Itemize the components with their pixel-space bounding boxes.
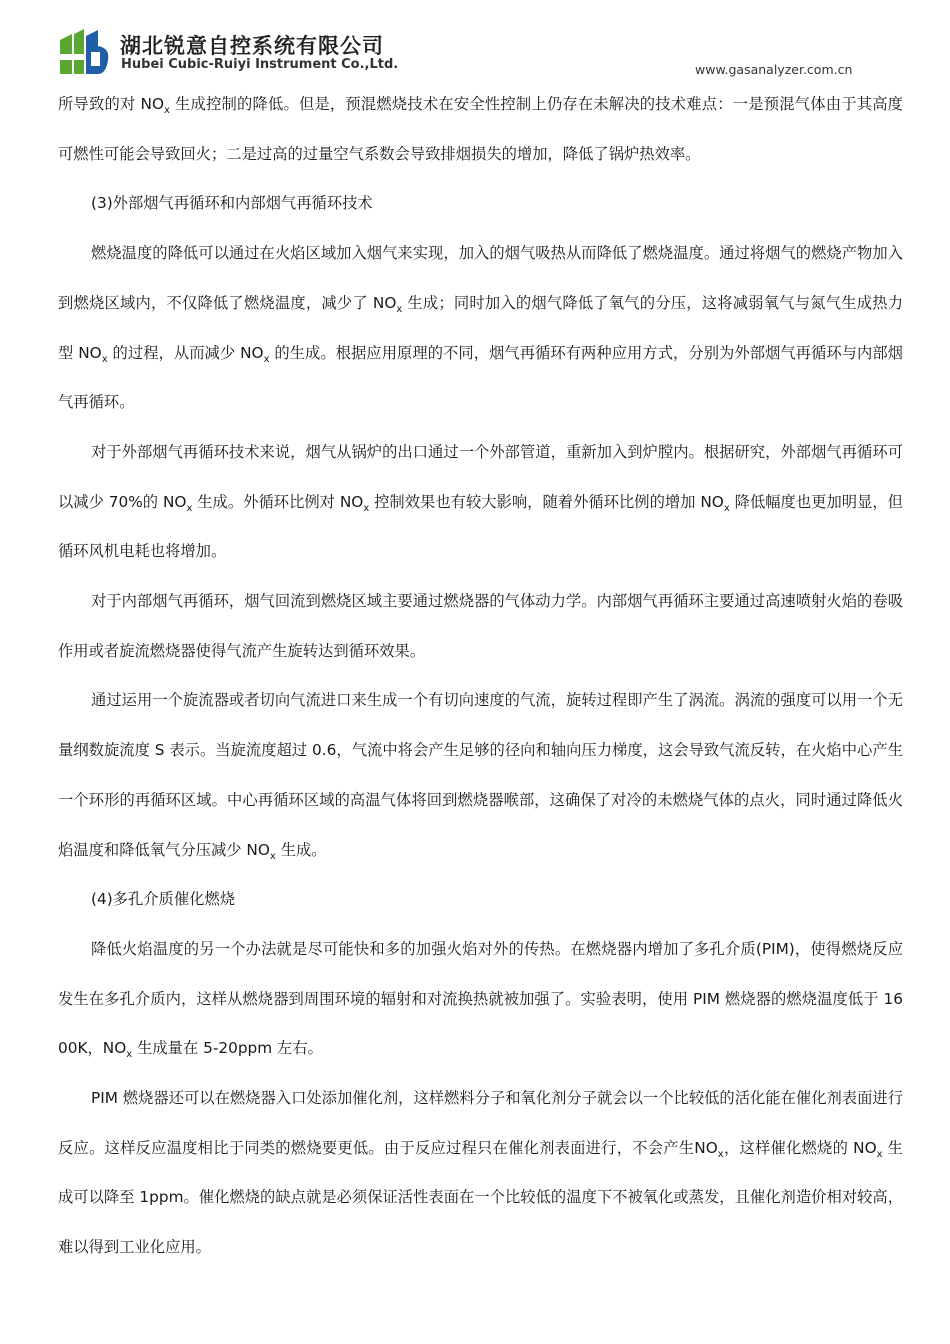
paragraph-internal-recirculation: 对于内部烟气再循环，烟气回流到燃烧区域主要通过燃烧器的气体动力学。内部烟气再循环主要通过高速喷射火焰的卷吸作用或者旋流燃烧器使得气流产生旋转达到循环效果。 xyxy=(58,592,903,660)
paragraph-swirl-flow: 通过运用一个旋流器或者切向气流进口来生成一个有切向速度的气流，旋转过程即产生了涡流。涡流的强度可以用一个无量纲数旋流度 S 表示。当旋流度超过 0.6，气流中将会产生足够的径向和轴向压力梯度，这会导致气流反转，在火焰中心产生一个环形的再循环区域。中心再循环区域的高温气体将回到燃烧器喉部，这确保了对冷的未燃烧气体的点火，同时通过降低火焰温度和降低氧气分压减少 $NO_x$ 生成。 xyxy=(58,691,903,862)
paragraph-premix-continued: 所导致的对 $NO_x$ 生成控制的降低。但是，预混燃烧技术在安全性控制上仍存在未解决的技术难点：一是预混气体由于其高度可燃性可能会导致回火；二是过高的过量空气系数会导致排烟损失的增加，降低了锅炉热效率。 xyxy=(58,95,903,163)
company-name-english: Hubei Cubic-Ruiyi Instrument Co.,Ltd. xyxy=(121,57,399,72)
paragraph-porous-media: 降低火焰温度的另一个办法就是尽可能快和多的加强火焰对外的传热。在燃烧器内增加了多孔介质(PIM)，使得燃烧反应发生在多孔介质内，这样从燃烧器到周围环境的辐射和对流换热就被加强了。实验表明，使用 PIM 燃烧器的燃烧温度低于 1600K，$NO_x$ 生成量在 5-20ppm 左右。 xyxy=(58,939,903,1061)
paragraph-catalytic-combustion: PIM 燃烧器还可以在燃烧器入口处添加催化剂，这样燃料分子和氧化剂分子就会以一个比较低的活化能在催化剂表面进行反应。这样反应温度相比于同类的燃烧要更低。由于反应过程只在催化剂表面进行，不会产生$NO_x$，这样催化燃烧的 $NO_x$ 生成可以降至 1ppm。催化燃烧的缺点就是必须保证活性表面在一个比较低的温度下不被氧化或蒸发，且催化剂造价相对较高，难以得到工业化应用。 xyxy=(58,1089,903,1257)
company-logo-icon xyxy=(58,26,110,78)
company-name-chinese: 湖北锐意自控系统有限公司 xyxy=(120,34,384,58)
document-body xyxy=(58,80,903,1273)
section-heading-porous-media: (4)多孔介质催化燃烧 xyxy=(91,890,236,909)
section-heading-flue-gas-recirculation: (3)外部烟气再循环和内部烟气再循环技术 xyxy=(91,194,373,213)
page-header xyxy=(0,0,950,88)
paragraph-flue-gas-intro: 燃烧温度的降低可以通过在火焰区域加入烟气来实现，加入的烟气吸热从而降低了燃烧温度。通过将烟气的燃烧产物加入到燃烧区域内，不仅降低了燃烧温度，减少了 $NO_x$ 生成；同时加入的烟气降低了氧气的分压，这将减弱氧气与氮气生成热力型 $NO_x$ 的过程，从而减少 $NO_x$ 的生成。根据应用原理的不同，烟气再循环有两种应用方式，分别为外部烟气再循环与内部烟气再循环。 xyxy=(58,244,903,412)
website-url: www.gasanalyzer.com.cn xyxy=(695,62,853,77)
paragraph-external-recirculation: 对于外部烟气再循环技术来说，烟气从锅炉的出口通过一个外部管道，重新加入到炉膛内。根据研究，外部烟气再循环可以减少 70%的 $NO_x$ 生成。外循环比例对 $NO_x$ 控制效果也有较大影响，随着外循环比例的增加 $NO_x$ 降低幅度也更加明显，但循环风机电耗也将增加。 xyxy=(58,442,903,561)
